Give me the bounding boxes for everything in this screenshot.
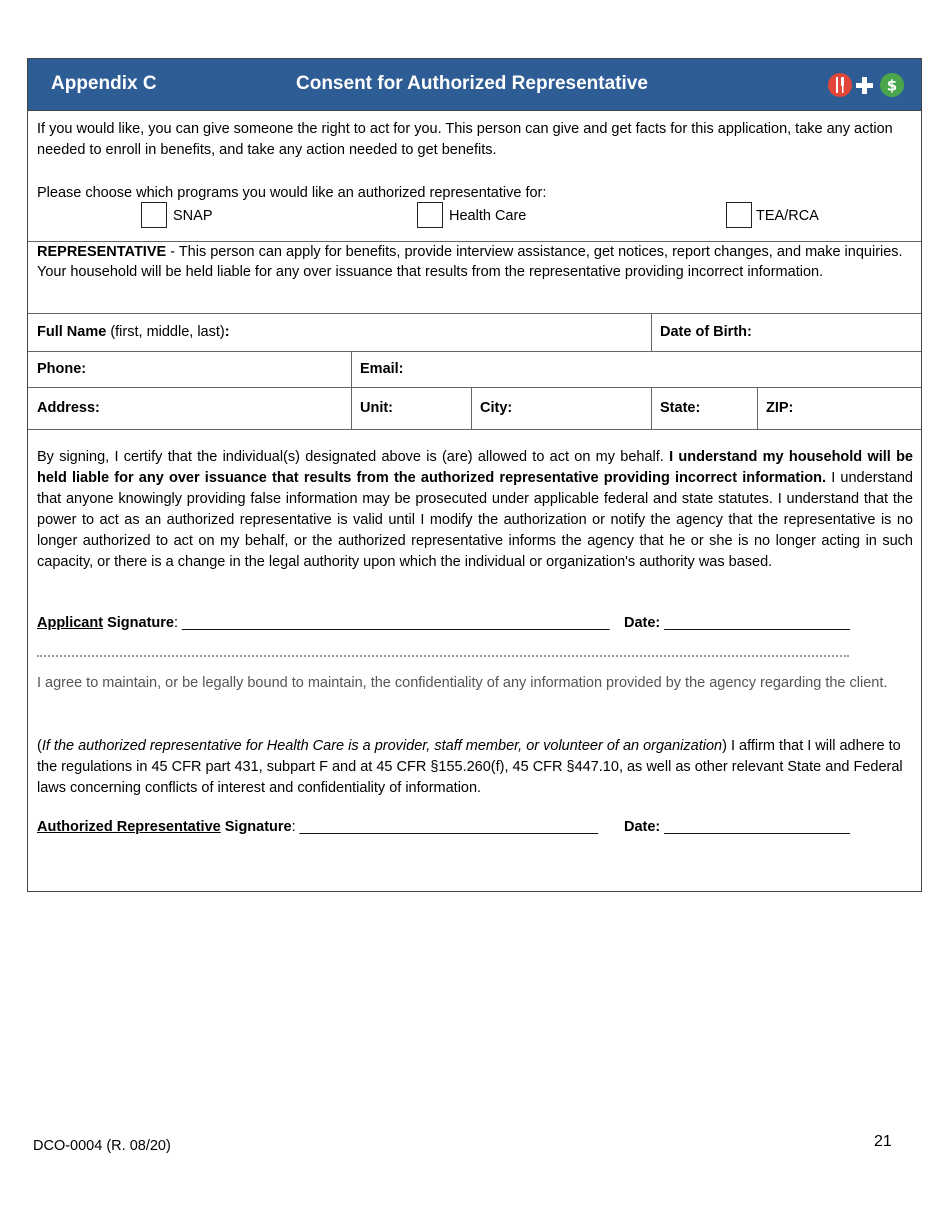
dotted-separator bbox=[37, 655, 849, 657]
divider bbox=[651, 313, 652, 351]
form-id: DCO-0004 (R. 08/20) bbox=[33, 1138, 171, 1154]
applicant-signature-line[interactable] bbox=[37, 615, 609, 631]
representative-date-line[interactable] bbox=[624, 819, 850, 835]
date-label: Date: bbox=[624, 819, 661, 835]
city-field[interactable]: City: bbox=[480, 400, 513, 416]
svg-text:$: $ bbox=[886, 76, 898, 95]
signature-blank: : _____________________________________ bbox=[291, 819, 599, 835]
representative-signature-line[interactable] bbox=[37, 819, 598, 835]
applicant-label: Applicant bbox=[37, 615, 104, 631]
certification-text: I understand that anyone knowingly providing false information may be prosecuted under applicable federal and state statutes. I understand that the power to act as an authorized representative is valid until I modify the authorization or notify the agency that the representative is no longer authorized to act on my behalf, or the authorized representative informs the agency that he or she is no longer acting in such capacity, or there is a change in the legal authority upon which the individual or organization's authority was based. bbox=[37, 470, 913, 570]
full-name-label: Full Name bbox=[37, 324, 107, 340]
full-name-field[interactable] bbox=[37, 324, 230, 340]
divider bbox=[28, 429, 921, 430]
representative-heading: REPRESENTATIVE bbox=[37, 244, 167, 260]
divider bbox=[757, 387, 758, 429]
certification-liability: I understand my household will be held liable for any over issuance that results from the authorized representative providing incorrect information. bbox=[37, 449, 913, 486]
full-name-colon: : bbox=[224, 324, 230, 340]
affirmation-text: ) I affirm that I will adhere to the regulations in 45 CFR part 431, subpart F and at 45 CFR §155.260(f), 45 CFR §447.10, as well as other relevant State and Federal laws concerning conflicts of interest and confidentiality of information. bbox=[37, 738, 903, 796]
consent-form bbox=[27, 58, 922, 892]
tea-rca-checkbox[interactable] bbox=[726, 202, 752, 228]
email-field[interactable]: Email: bbox=[360, 361, 404, 377]
signature-blank: : _____________________________________________________ bbox=[173, 615, 610, 631]
snap-label: SNAP bbox=[173, 208, 213, 224]
applicant-date-line[interactable] bbox=[624, 615, 850, 631]
health-care-label: Health Care bbox=[449, 208, 527, 224]
form-title: Consent for Authorized Representative bbox=[296, 73, 648, 94]
date-blank: _______________________ bbox=[660, 819, 850, 835]
date-of-birth-field[interactable]: Date of Birth: bbox=[660, 324, 752, 340]
plus-icon bbox=[856, 77, 873, 94]
divider bbox=[471, 387, 472, 429]
divider bbox=[351, 351, 352, 429]
representative-paragraph bbox=[37, 242, 907, 282]
full-name-hint: (first, middle, last) bbox=[106, 324, 225, 340]
address-field[interactable]: Address: bbox=[37, 400, 100, 416]
snap-checkbox[interactable] bbox=[141, 202, 167, 228]
form-header bbox=[28, 59, 921, 111]
page-number: 21 bbox=[874, 1133, 892, 1150]
phone-field[interactable]: Phone: bbox=[37, 361, 87, 377]
divider bbox=[651, 387, 652, 429]
provider-condition: If the authorized representative for Health Care is a provider, staff member, or volunteer of an organization bbox=[41, 738, 723, 754]
divider bbox=[28, 351, 921, 352]
program-icons bbox=[827, 72, 907, 98]
zip-field[interactable]: ZIP: bbox=[766, 400, 794, 416]
date-label: Date: bbox=[624, 615, 661, 631]
certification-text: By signing, I certify that the individual(s) designated above is (are) allowed to act on my behalf. bbox=[37, 449, 670, 465]
signature-label: Signature bbox=[103, 615, 174, 631]
programs-prompt: Please choose which programs you would like an authorized representative for: bbox=[37, 185, 547, 201]
paren: ( bbox=[37, 738, 42, 754]
divider bbox=[28, 313, 921, 314]
health-care-checkbox[interactable] bbox=[417, 202, 443, 228]
divider bbox=[28, 387, 921, 388]
intro-paragraph: If you would like, you can give someone the right to act for you. This person can give and get facts for this application, take any action needed to enroll in benefits, and take any action needed to get benefits. bbox=[37, 121, 893, 158]
unit-field[interactable]: Unit: bbox=[360, 400, 394, 416]
dollar-icon bbox=[880, 73, 904, 97]
authorized-representative-label: Authorized Representative bbox=[37, 819, 221, 835]
fork-knife-icon bbox=[828, 73, 852, 97]
date-blank: _______________________ bbox=[660, 615, 850, 631]
appendix-label: Appendix C bbox=[51, 73, 157, 94]
confidentiality-paragraph: I agree to maintain, or be legally bound to maintain, the confidentiality of any information provided by the agency regarding the client. bbox=[37, 675, 888, 691]
tea-rca-label: TEA/RCA bbox=[756, 208, 819, 224]
signature-label: Signature bbox=[220, 819, 292, 835]
certification-paragraph bbox=[37, 447, 913, 573]
health-care-affirmation bbox=[37, 736, 913, 799]
state-field[interactable]: State: bbox=[660, 400, 701, 416]
representative-text: - This person can apply for benefits, provide interview assistance, get notices, report changes, and make inquiries. Your household will be held liable for any over issuance that results from the representative providing incorrect information. bbox=[37, 244, 903, 280]
